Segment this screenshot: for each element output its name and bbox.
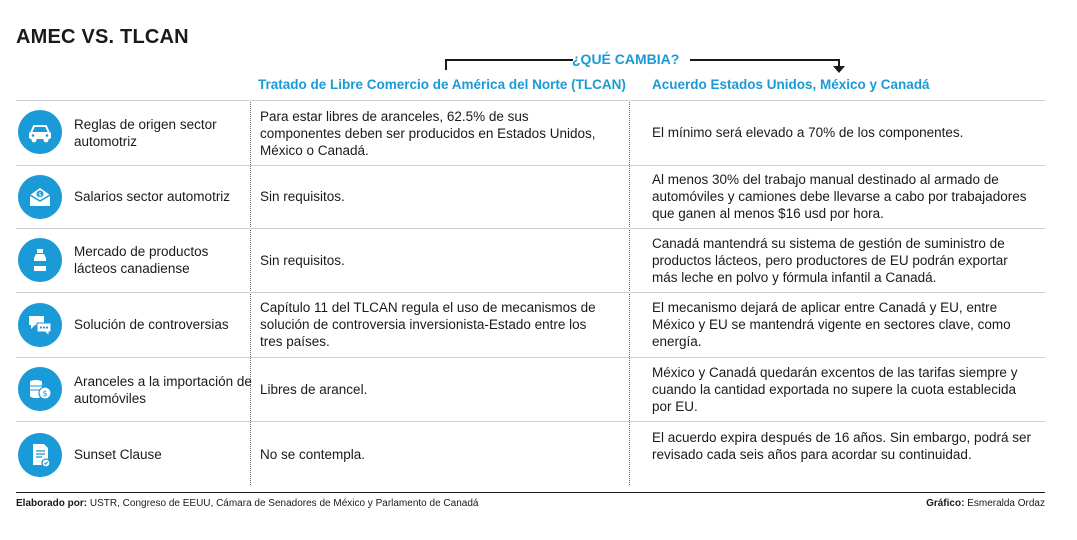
row-label: Aranceles a la importación de automóviles [74,374,252,406]
row-label: Mercado de productos lácteos canadiense [74,244,209,276]
table-row [16,357,1045,421]
amec-cell: El mínimo será elevado a 70% de los componentes. [652,125,964,140]
svg-text:$: $ [42,389,48,398]
graphic-value: Esmeralda Ordaz [967,498,1045,509]
table-row [16,100,1045,165]
tlcan-cell: Libres de arancel. [260,382,368,397]
tlcan-cell: Sin requisitos. [260,189,345,204]
source-credit [16,498,478,509]
comparison-table [16,100,1045,488]
column-header-tlcan: Tratado de Libre Comercio de América del Norte (TLCAN) [258,77,626,92]
source-value: USTR, Congreso de EEUU, Cámara de Senadores de México y Parlamento de Canadá [89,498,479,509]
tlcan-cell: No se contempla. [260,447,366,462]
tlcan-cell: Sin requisitos. [260,253,345,268]
tlcan-cell: Para estar libres de aranceles, 62.5% de sus componentes deben ser producidos en Estados Unidos, México o Canadá. [260,109,596,158]
svg-text:$: $ [38,191,42,199]
page-title: AMEC VS. TLCAN [16,26,189,48]
amec-cell: El mecanismo dejará de aplicar entre Canadá y EU, entre México y EU se mantendrá vigente en sectores clave, como energía. [652,300,1011,349]
document-icon [18,433,62,477]
amec-cell: El acuerdo expira después de 16 años. Sin embargo, podrá ser revisado cada seis años para acordar su continuidad. [652,430,1031,462]
arrow-down-icon [833,66,845,73]
table-row [16,421,1045,488]
car-icon [18,110,62,154]
row-label: Salarios sector automotriz [74,189,231,204]
row-label: Sunset Clause [74,447,162,462]
column-header-amec: Acuerdo Estados Unidos, México y Canadá [652,77,930,92]
tlcan-cell: Capítulo 11 del TLCAN regula el uso de mecanismos de solución de controversia inversionista-Estado entre los tres países. [260,300,596,349]
salary-envelope-icon [18,175,62,219]
row-label: Solución de controversias [74,317,229,332]
amec-cell: Al menos 30% del trabajo manual destinado al armado de automóviles y camiones debe llevarse a cabo por trabajadores que ganen al menos $16 usd por hora. [652,172,1027,221]
table-row [16,165,1045,228]
row-label: Reglas de origen sector automotriz [74,117,217,149]
table-row [16,292,1045,357]
que-cambia-heading: ¿QUÉ CAMBIA? [572,51,680,67]
coins-icon [18,367,62,411]
amec-cell: México y Canadá quedarán excentos de las tarifas siempre y cuando la cantidad exportada no supere la cuota establecida por EU. [652,365,1018,414]
source-label: Elaborado por: [16,498,88,509]
footer-divider [16,492,1045,493]
graphic-credit [926,498,1045,509]
graphic-label: Gráfico: [926,498,965,509]
table-row [16,228,1045,292]
amec-cell: Canadá mantendrá su sistema de gestión de suministro de productos lácteos, pero productores de EU podrán exportar más leche en polvo y fórmula infantil a Canadá. [652,236,1008,285]
chat-bubbles-icon [18,303,62,347]
milk-bottle-icon [18,238,62,282]
